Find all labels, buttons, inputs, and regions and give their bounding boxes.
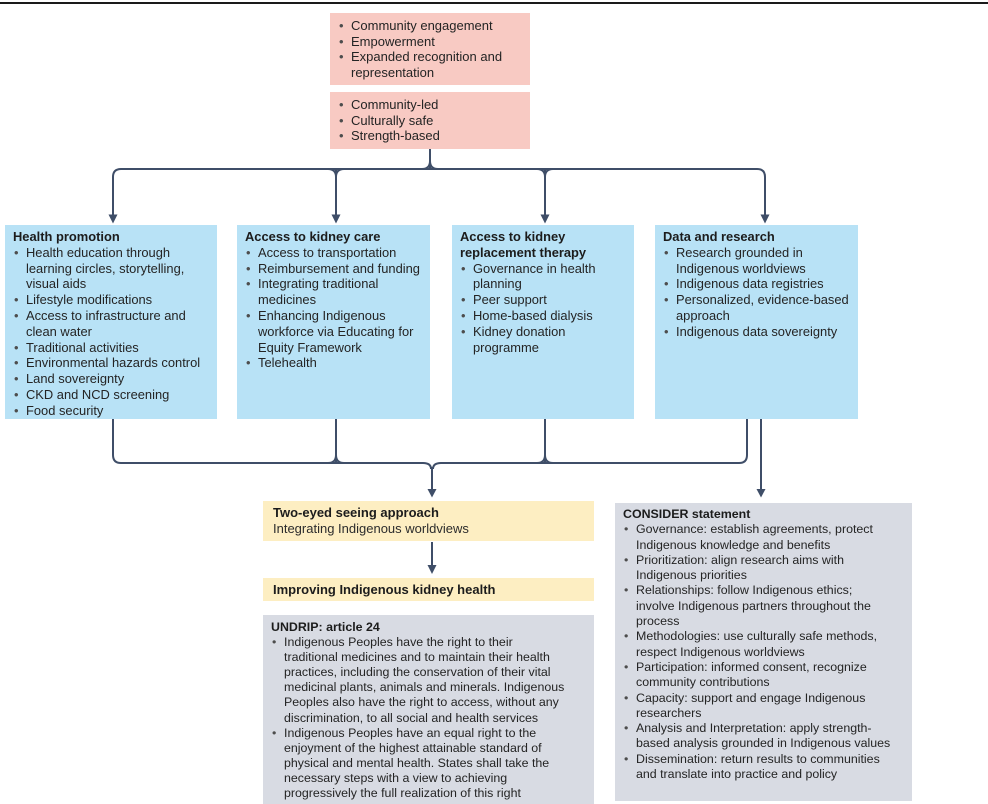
merge-line-right <box>433 419 747 469</box>
pillar-title: Access to kidney care <box>245 229 381 244</box>
consider-list <box>623 522 892 782</box>
bullet-item: • Land sovereignty <box>13 371 209 387</box>
pillar-list <box>460 261 623 356</box>
undrip-title: UNDRIP: article 24 <box>271 620 380 634</box>
bullet-item: • Telehealth <box>245 355 428 371</box>
pillar-title: Access to kidney replacement therapy <box>460 229 587 260</box>
enabler-box-approach <box>330 92 530 149</box>
pillar-list <box>663 245 856 340</box>
top-rule <box>0 2 988 4</box>
connector-flare <box>537 169 545 177</box>
connector-flare <box>336 455 344 463</box>
arrowhead <box>541 215 550 224</box>
arrowhead <box>332 215 341 224</box>
bullet-item: • Indigenous data registries <box>663 276 856 292</box>
bullet-item: • Indigenous Peoples have an equal right to the enjoyment of the highest attainable standard of physical and mental health. States shall take the necessary steps with a view to achieving progressively the full realization of this right <box>271 726 568 801</box>
two-eyed-subtitle: Integrating Indigenous worldviews <box>273 521 469 536</box>
bullet-item: • Peer support <box>460 292 623 308</box>
pillar-health-promotion <box>5 225 217 419</box>
bullet-item: • Lifestyle modifications <box>13 292 209 308</box>
undrip-box <box>263 615 594 804</box>
connector-flare <box>537 455 545 463</box>
two-eyed-title: Two-eyed seeing approach <box>273 505 439 520</box>
connector-flare <box>430 161 438 169</box>
connector-flare <box>545 169 553 177</box>
bullet-item: • Research grounded in Indigenous worldviews <box>663 245 856 277</box>
bullet-item: • Enhancing Indigenous workforce via Educating for Equity Framework <box>245 308 428 355</box>
pillar-title: Health promotion <box>13 229 120 244</box>
bullet-item: • Food security <box>13 403 209 419</box>
bullet-item: • Governance in health planning <box>460 261 623 293</box>
outcome-box <box>263 578 594 601</box>
pillar-list <box>13 245 209 419</box>
bullet-item: • Community engagement <box>338 18 522 34</box>
merge-line-left <box>113 419 431 469</box>
enabler-box-community <box>330 13 530 85</box>
bullet-item: • Relationships: follow Indigenous ethics; involve Indigenous partners throughout the process <box>623 583 892 629</box>
arrowhead <box>761 215 770 224</box>
connector-flare <box>545 455 553 463</box>
enabler-list-2 <box>338 97 522 144</box>
connector-flare <box>328 169 336 177</box>
connector-flare <box>336 169 344 177</box>
connector-flare <box>422 161 430 169</box>
bullet-item: • Governance: establish agreements, protect Indigenous knowledge and benefits <box>623 522 892 553</box>
bullet-item: • Strength-based <box>338 128 522 144</box>
arrowhead <box>428 565 437 574</box>
bullet-item: • Empowerment <box>338 34 522 50</box>
branch-line-top <box>113 169 765 216</box>
bullet-item: • Participation: informed consent, recognize community contributions <box>623 660 892 691</box>
consider-title: CONSIDER statement <box>623 507 751 521</box>
bullet-item: • Indigenous Peoples have the right to their traditional medicines and to maintain their health practices, including the conservation of their vital medicinal plants, animals and minerals. Indigenous Peoples also have the right to access, without any discrimination, to all social and health services <box>271 635 568 726</box>
arrowhead <box>428 489 437 498</box>
bullet-item: • Indigenous data sovereignty <box>663 324 856 340</box>
bullet-item: • CKD and NCD screening <box>13 387 209 403</box>
arrowhead <box>757 489 766 498</box>
outcome-title: Improving Indigenous kidney health <box>273 582 496 597</box>
enabler-list-1 <box>338 18 522 80</box>
bullet-item: • Dissemination: return results to communities and translate into practice and policy <box>623 752 892 783</box>
undrip-list <box>271 635 568 801</box>
bullet-item: • Reimbursement and funding <box>245 261 428 277</box>
arrowhead <box>109 215 118 224</box>
bullet-item: • Kidney donation programme <box>460 324 623 356</box>
bullet-item: • Expanded recognition and representation <box>338 49 522 80</box>
bullet-item: • Integrating traditional medicines <box>245 276 428 308</box>
bullet-item: • Home-based dialysis <box>460 308 623 324</box>
bullet-item: • Capacity: support and engage Indigenous researchers <box>623 691 892 722</box>
pillar-list <box>245 245 428 371</box>
pillar-access-kidney-care <box>237 225 430 419</box>
bullet-item: • Methodologies: use culturally safe methods, respect Indigenous worldviews <box>623 629 892 660</box>
bullet-item: • Access to transportation <box>245 245 428 261</box>
bullet-item: • Personalized, evidence-based approach <box>663 292 856 324</box>
two-eyed-seeing-box <box>263 501 594 541</box>
pillar-title: Data and research <box>663 229 775 244</box>
bullet-item: • Analysis and Interpretation: apply strength-based analysis grounded in Indigenous values <box>623 721 892 752</box>
bullet-item: • Environmental hazards control <box>13 355 209 371</box>
pillar-kidney-replacement-therapy <box>452 225 634 419</box>
bullet-item: • Traditional activities <box>13 340 209 356</box>
bullet-item: • Access to infrastructure and clean water <box>13 308 209 340</box>
bullet-item: • Community-led <box>338 97 522 113</box>
bullet-item: • Culturally safe <box>338 113 522 129</box>
consider-box <box>615 503 912 801</box>
connector-flare <box>328 455 336 463</box>
pillar-data-and-research <box>655 225 858 419</box>
bullet-item: • Health education through learning circles, storytelling, visual aids <box>13 245 209 292</box>
bullet-item: • Prioritization: align research aims with Indigenous priorities <box>623 553 892 584</box>
